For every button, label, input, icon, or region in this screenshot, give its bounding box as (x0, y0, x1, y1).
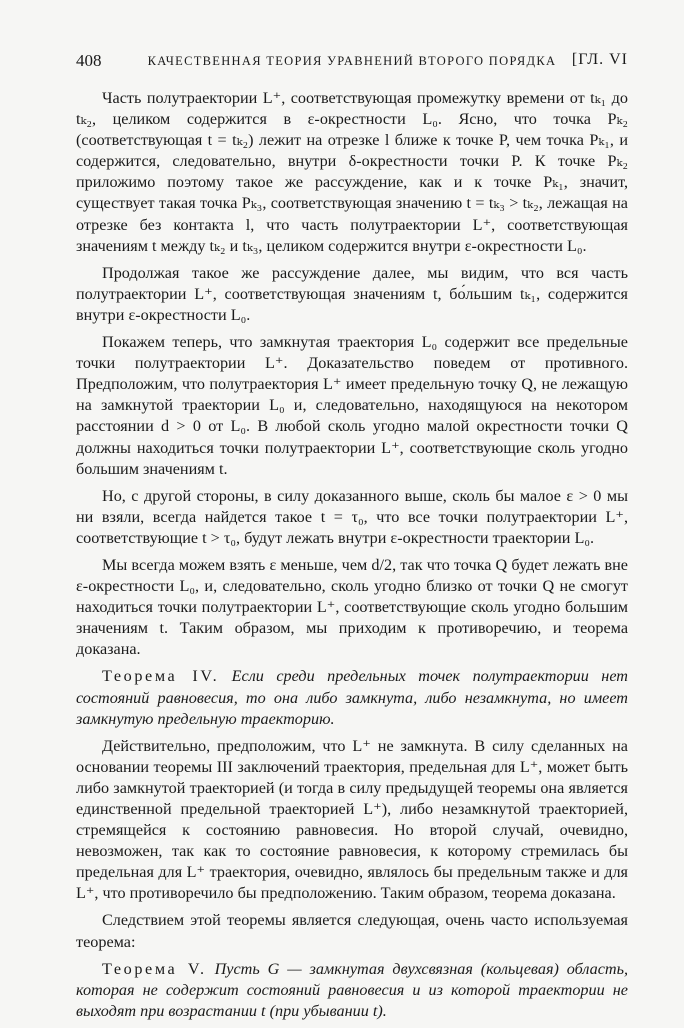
running-title: КАЧЕСТВЕННАЯ ТЕОРИЯ УРАВНЕНИЙ ВТОРОГО ПОРЯДКА (147, 54, 557, 68)
paragraph: Мы всегда можем взять ε меньше, чем d/2, так что точка Q будет лежать вне ε-окрестности L₀, и, следовательно, сколь угодно близко от точки Q не смогут находиться точки полутраектории L⁺, соответствующие сколь угодно большим значениям t. Таким образом, мы приходим к противоречию, и теорема доказана. (76, 555, 628, 659)
corollary-intro: Следствием этой теоремы является следующая, очень часто используемая теорема: (76, 911, 628, 951)
page-number: 408 (76, 51, 102, 70)
theorem-5 (76, 959, 628, 1022)
theorem-label: Теорема V. (102, 959, 207, 978)
page-body (76, 88, 628, 1028)
paragraph: Покажем теперь, что замкнутая траектория L₀ содержит все предельные точки полутраектории L⁺. Доказательство поведем от противного. Предположим, что полутраектория L⁺ имеет предельную точку Q, не лежащую на замкнутой траектории L₀ и, следовательно, находящуюся на некотором расстоянии d > 0 от L₀. В любой сколь угодно малой окрестности точки Q должны находиться точки полутраектории L⁺, соответствующие сколь угодно большим значениям t. (76, 333, 628, 478)
paragraph: Но, с другой стороны, в силу доказанного выше, сколь бы малое ε > 0 мы ни взяли, всегда найдется такое t = τ₀, что все точки полутраектории L⁺, соответствующие t > τ₀, будут лежать внутри ε-окрестности траектории L₀. (76, 486, 628, 547)
chapter-label: [ГЛ. VI (571, 51, 628, 68)
proof-paragraph: Действительно, предположим, что L⁺ не замкнута. В силу сделанных на основании теоремы III заключений траектория, предельная для L⁺, может быть либо замкнутой траекторией (и тогда в силу предыдущей теоремы она является единственной предельной траекторией L⁺), либо незамкнутой траекторией, стремящейся к состоянию равновесия. Но второй случай, очевидно, невозможен, так как то состояние равновесия, к которому стремилась бы предельная для L⁺ траектория, очевидно, являлось бы предельным также и для L⁺, что противоречило бы предположению. Таким образом, теорема доказана. (76, 736, 628, 903)
theorem-4 (76, 666, 628, 729)
theorem-statement: Если среди предельных точек полутраектории нет состояний равновесия, то она либо замкнута, либо незамкнута, но имеет замкнутую предельную траекторию. (76, 667, 628, 728)
paragraph: Часть полутраектории L⁺, соответствующая промежутку времени от tₖ₁ до tₖ₂, целиком содержится в ε-окрестности L₀. Ясно, что точка Pₖ₂ (соответствующая t = tₖ₂) лежит на отрезке l ближе к точке P, чем точка Pₖ₁, и содержится, следовательно, внутри δ-окрестности точки P. К точке Pₖ₂ приложимо поэтому такое же рассуждение, как и к точке Pₖ₁, значит, существует такая точка Pₖ₃, соответствующая значению t = tₖ₃ > tₖ₂, лежащая на отрезке без контакта l, что часть полутраектории L⁺, соответствующая значениям t между tₖ₂ и tₖ₃, целиком содержится внутри ε-окрестности L₀. (76, 89, 628, 255)
paragraph: Продолжая такое же рассуждение далее, мы видим, что вся часть полутраектории L⁺, соответствующая значениям t, бо́льшим tₖ₁, содержится внутри ε-окрестности L₀. (76, 263, 628, 324)
theorem-label: Теорема IV. (102, 667, 220, 686)
running-header (76, 51, 628, 75)
theorem-statement: Пусть G — замкнутая двухсвязная (кольцевая) область, которая не содержит состояний равновесия и из которой траектории не выходят при возрастании t (при убывании t). (76, 959, 629, 1020)
